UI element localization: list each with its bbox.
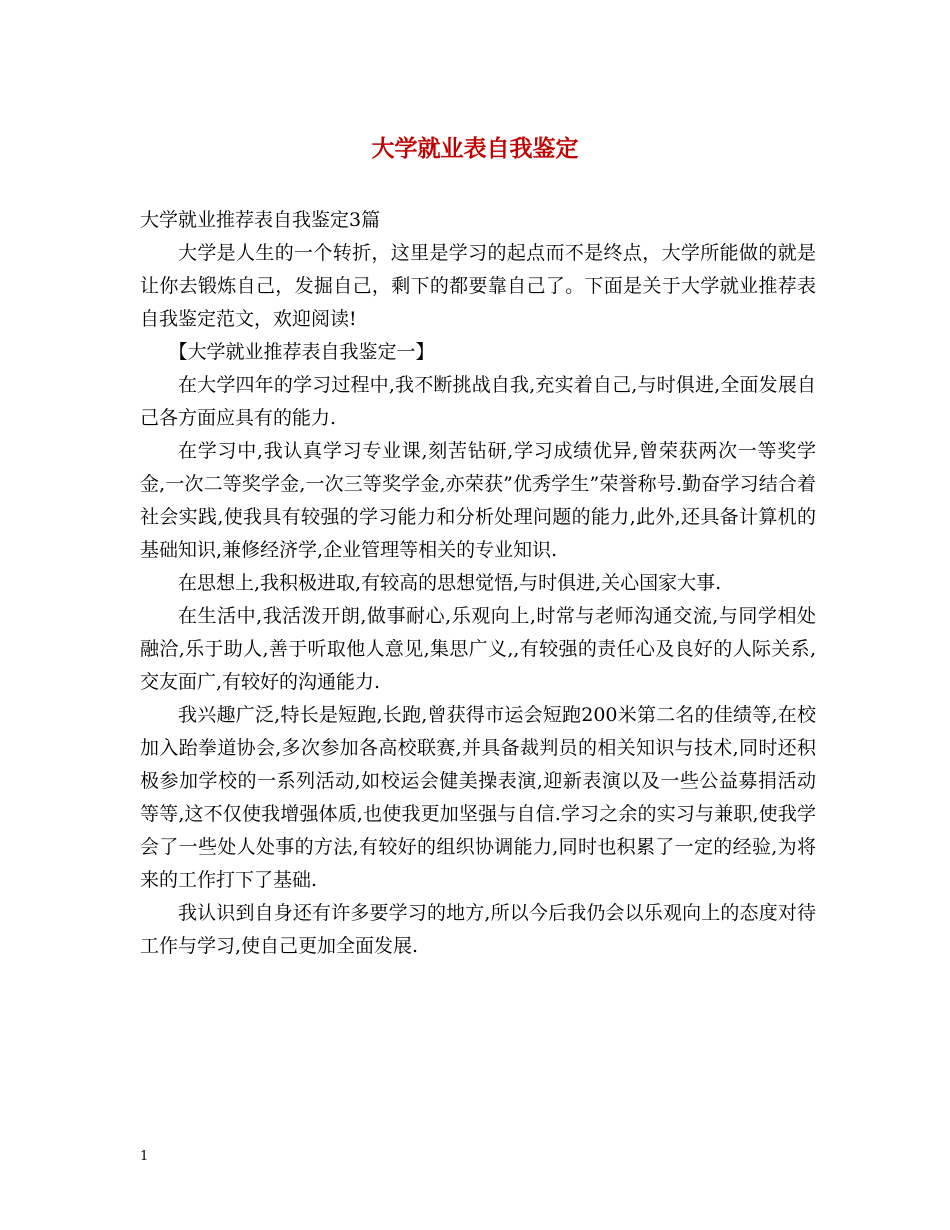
intro-paragraph: 大学是人生的一个转折，这里是学习的起点而不是终点，大学所能做的就是让你去锻炼自己，发掘自己，剩下的都要靠自己了。下面是关于大学就业推荐表自我鉴定范文，欢迎阅读!	[140, 242, 816, 330]
body-paragraph: 在学习中,我认真学习专业课,刻苦钻研,学习成绩优异,曾荣获两次一等奖学金,一次二等奖学金,一次三等奖学金,亦荣获”优秀学生”荣誉称号.勤奋学习结合着社会实践,使我具有较强的学习能力和分析处理问题的能力,此外,还具备计算机的基础知识,兼修经济学,企业管理等相关的专业知识.	[140, 440, 816, 561]
body-paragraph: 在生活中,我活泼开朗,做事耐心,乐观向上,时常与老师沟通交流,与同学相处融洽,乐于助人,善于听取他人意见,集思广义,,有较强的责任心及良好的人际关系,交友面广,有较好的沟通能力.	[140, 605, 816, 693]
body-paragraph: 在思想上,我积极进取,有较高的思想觉悟,与时俱进,关心国家大事.	[178, 572, 722, 594]
document-body	[140, 204, 816, 963]
page-number: 1	[140, 1149, 149, 1164]
section-heading: 【大学就业推荐表自我鉴定一】	[168, 341, 435, 363]
document-subtitle: 大学就业推荐表自我鉴定3篇	[140, 209, 381, 231]
body-paragraph: 我兴趣广泛,特长是短跑,长跑,曾获得市运会短跑200米第二名的佳绩等,在校加入跆拳道协会,多次参加各高校联赛,并具备裁判员的相关知识与技术,同时还积极参加学校的一系列活动,如校运会健美操表演,迎新表演以及一些公益募捐活动等等,这不仅使我增强体质,也使我更加坚强与自信.学习之余的实习与兼职,使我学会了一些处人处事的方法,有较好的组织协调能力,同时也积累了一定的经验,为将来的工作打下了基础.	[140, 704, 816, 891]
body-paragraph: 在大学四年的学习过程中,我不断挑战自我,充实着自己,与时俱进,全面发展自己各方面应具有的能力.	[140, 374, 816, 429]
body-paragraph: 我认识到自身还有许多要学习的地方,所以今后我仍会以乐观向上的态度对待工作与学习,使自己更加全面发展.	[140, 902, 816, 957]
document-title: 大学就业表自我鉴定	[371, 135, 579, 162]
